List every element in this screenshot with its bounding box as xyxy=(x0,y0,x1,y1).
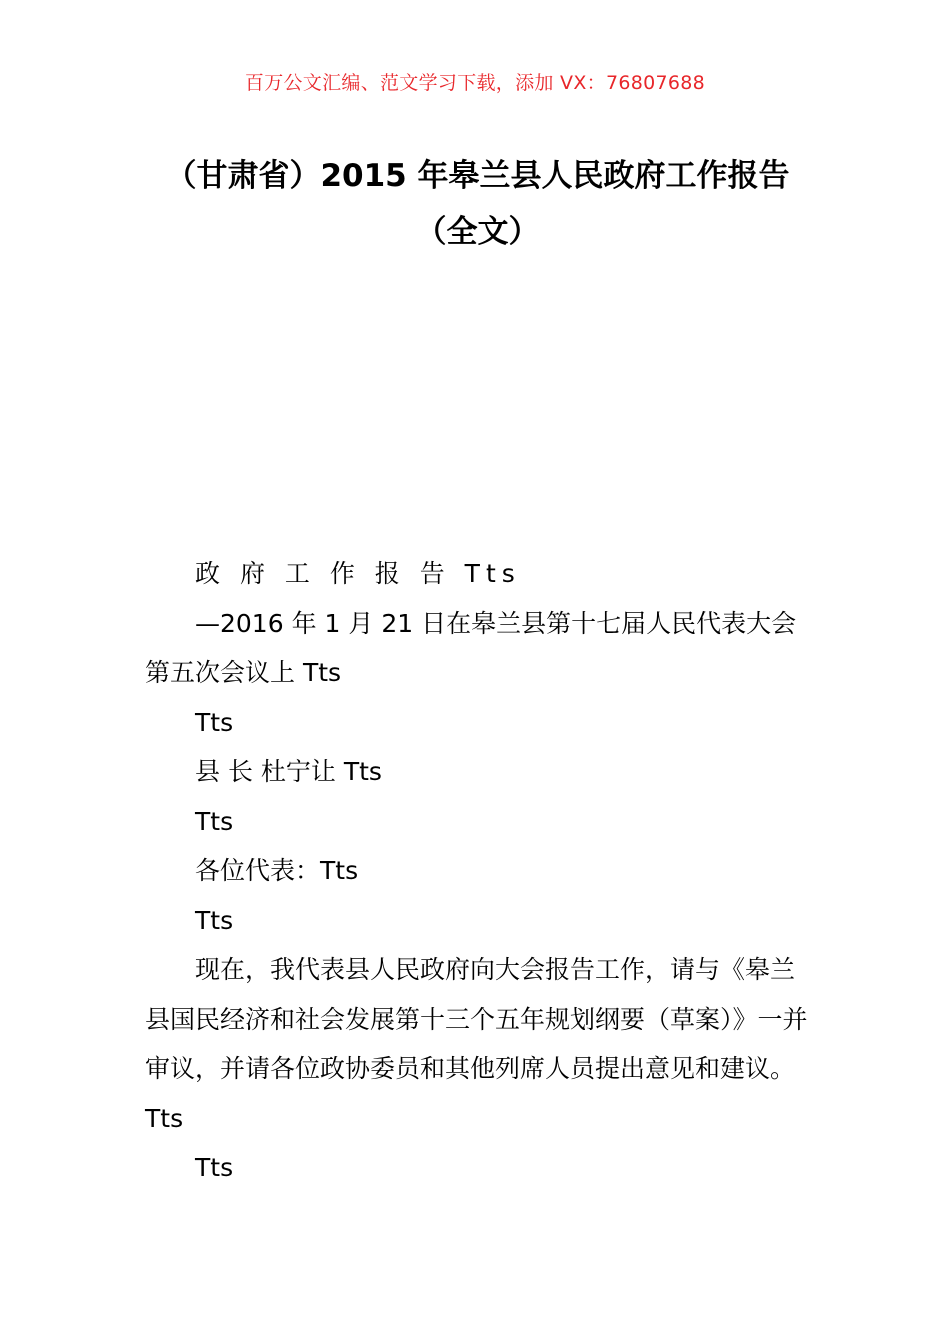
salutation: 各位代表：Tts xyxy=(195,856,359,885)
body-paragraph: Tts xyxy=(195,905,234,935)
meeting-date-line: —2016 年 1 月 21 日在皋兰县第十七届人民代表大会第五次会议上 Tts xyxy=(145,608,797,687)
promo-header-note: 百万公文汇编、范文学习下载，添加 VX：76807688 xyxy=(244,72,706,94)
body-paragraph: Tts xyxy=(195,1153,234,1182)
speaker-line: 县 长 杜宁让 Tts xyxy=(195,757,382,786)
body-paragraph: Tts xyxy=(195,707,234,737)
body-paragraph: 现在，我代表县人民政府向大会报告工作，请与《皋兰县国民经济和社会发展第十三个五年规划纲要（草案）》一并审议，并请各位政协委员和其他列席人员提出意见和建议。Tts xyxy=(145,955,808,1133)
document-body xyxy=(145,549,810,1193)
document-title: （甘肃省）2015 年皋兰县人民政府工作报告（全文） xyxy=(165,158,790,250)
report-heading: 政 府 工 作 报 告 Tts xyxy=(195,559,521,588)
body-paragraph: Tts xyxy=(195,806,234,836)
